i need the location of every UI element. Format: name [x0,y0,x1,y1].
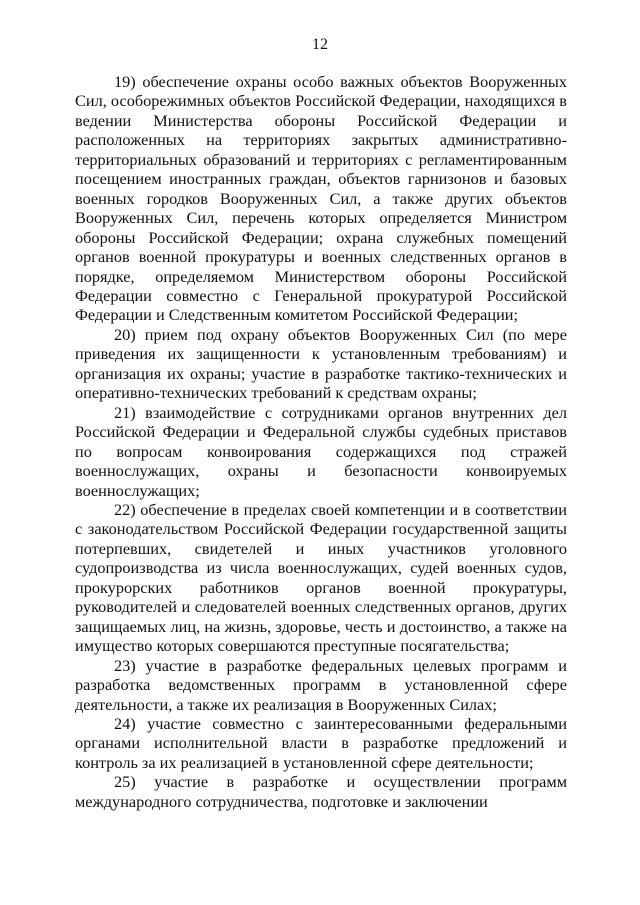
page-number: 12 [312,36,328,53]
document-body [75,72,567,811]
paragraph-item-25: 25) участие в разработке и осуществлении программ международного сотрудничества, подготовке и заключении [75,772,567,811]
paragraph-item-19: 19) обеспечение охраны особо важных объектов Вооруженных Сил, особорежимных объектов Российской Федерации, находящихся в ведении Министерства обороны Российской Федерации и расположенных на территориях закрытых административно-территориальных образований и территориях с регламентированным посещением иностранных граждан, объектов гарнизонов и базовых военных городков Вооруженных Сил, а также других объектов Вооруженных Сил, перечень которых определяется Министром обороны Российской Федерации; охрана служебных помещений органов военной прокуратуры и военных следственных органов в порядке, определяемом Министерством обороны Российской Федерации совместно с Генеральной прокуратурой Российской Федерации и Следственным комитетом Российской Федерации; [75,72,567,325]
paragraph-item-24: 24) участие совместно с заинтересованными федеральными органами исполнительной власти в разработке предложений и контроль за их реализацией в установленной сфере деятельности; [75,713,567,772]
paragraph-item-20: 20) прием под охрану объектов Вооруженных Сил (по мере приведения их защищенности к установленным требованиям) и организация их охраны; участие в разработке тактико-технических и оперативно-технических требований к средствам охраны; [75,324,567,403]
paragraph-item-22: 22) обеспечение в пределах своей компетенции и в соответствии с законодательством Российской Федерации государственной защиты потерпевших, свидетелей и иных участников уголовного судопроизводства из числа военнослужащих, судей военных судов, прокурорских работников органов военной прокуратуры, руководителей и следователей военных следственных органов, других защищаемых лиц, на жизнь, здоровье, честь и достоинство, а также на имущество которых совершаются преступные посягательства; [75,499,567,656]
paragraph-item-21: 21) взаимодействие с сотрудниками органов внутренних дел Российской Федерации и Федеральной службы судебных приставов по вопросам конвоирования содержащихся под стражей военнослужащих, охраны и безопасности конвоируемых военнослужащих; [75,402,567,500]
paragraph-item-23: 23) участие в разработке федеральных целевых программ и разработка ведомственных программ в установленной сфере деятельности, а также их реализация в Вооруженных Силах; [75,655,567,714]
